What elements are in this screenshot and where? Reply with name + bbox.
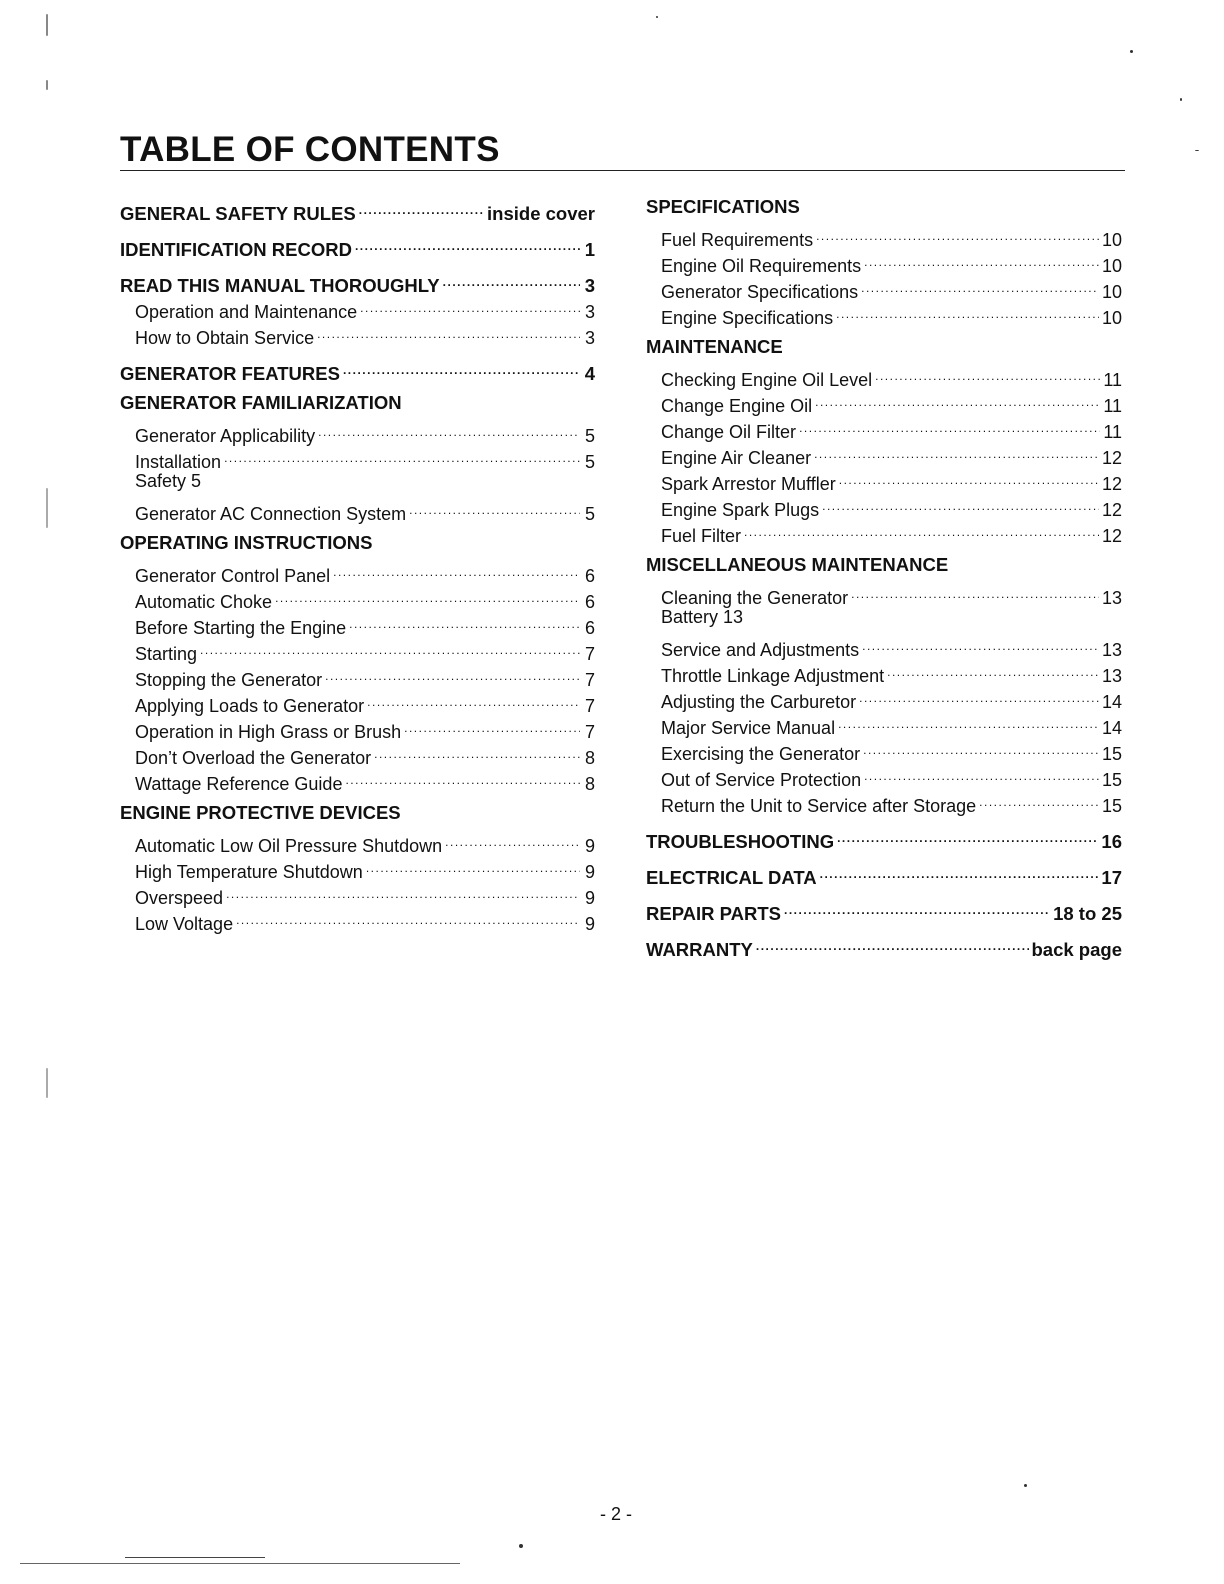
toc-entry-label: Automatic Low Oil Pressure Shutdown xyxy=(135,836,443,856)
toc-section-entry xyxy=(120,800,595,826)
toc-section-entry xyxy=(120,266,595,296)
dot-leader xyxy=(875,360,1100,386)
toc-entry-page: 13 xyxy=(1101,640,1122,660)
toc-entry-page: 3 xyxy=(584,275,595,296)
toc-subentry xyxy=(646,220,1122,250)
toc-entry-label: Return the Unit to Service after Storage xyxy=(661,796,977,816)
toc-entry-label: Change Engine Oil xyxy=(661,396,813,416)
toc-entry-page: 12 xyxy=(1101,448,1122,468)
toc-entry-page: back page xyxy=(1031,939,1122,960)
dot-leader xyxy=(862,630,1099,656)
toc-section-entry xyxy=(646,552,1122,578)
scan-speck xyxy=(656,16,658,18)
toc-section-entry xyxy=(646,858,1122,888)
toc-entry-label: GENERATOR FAMILIARIZATION xyxy=(120,392,402,413)
toc-section-entry xyxy=(646,822,1122,852)
dot-leader xyxy=(374,738,580,764)
toc-entry-label: GENERATOR FEATURES xyxy=(120,363,340,384)
toc-subentry xyxy=(120,468,595,494)
toc-entry-label: OPERATING INSTRUCTIONS xyxy=(120,532,373,553)
toc-entry-label: Engine Oil Requirements xyxy=(661,256,862,276)
toc-entry-label: Starting xyxy=(135,644,198,664)
toc-entry-label: Engine Air Cleaner xyxy=(661,448,812,468)
toc-entry-page: 6 xyxy=(584,618,595,638)
dot-leader xyxy=(345,764,580,790)
toc-entry-label: How to Obtain Service xyxy=(135,328,315,348)
dot-leader xyxy=(360,292,580,318)
dot-leader xyxy=(837,822,1098,848)
toc-entry-page: 10 xyxy=(1101,230,1122,250)
toc-entry-label: TROUBLESHOOTING xyxy=(646,831,835,852)
toc-entry-page: 10 xyxy=(1101,282,1122,302)
toc-entry-label: WARRANTY xyxy=(646,939,753,960)
toc-entry-page: 8 xyxy=(584,748,595,768)
scan-speck xyxy=(46,14,48,36)
dot-leader xyxy=(864,760,1099,786)
toc-subentry xyxy=(120,556,595,586)
toc-entry-page: 11 xyxy=(1103,370,1122,390)
toc-entry-page: 7 xyxy=(584,670,595,690)
page-number: - 2 - xyxy=(600,1504,633,1524)
toc-entry-page: 5 xyxy=(584,452,595,472)
toc-entry-page: 1 xyxy=(584,239,595,260)
toc-entry-label: Fuel Requirements xyxy=(661,230,814,250)
dot-leader xyxy=(367,686,580,712)
toc-entry-page: 11 xyxy=(1103,422,1122,442)
toc-entry-label: MAINTENANCE xyxy=(646,336,783,357)
dot-leader xyxy=(839,464,1099,490)
scan-speck xyxy=(46,80,48,90)
toc-entry-label: ENGINE PROTECTIVE DEVICES xyxy=(120,802,401,823)
toc-entry-label: Stopping the Generator xyxy=(135,670,323,690)
dot-leader xyxy=(979,786,1099,812)
dot-leader xyxy=(799,412,1100,438)
toc-entry-page: inside cover xyxy=(487,203,595,224)
dot-leader xyxy=(744,516,1099,542)
dot-leader xyxy=(200,634,580,660)
dot-leader xyxy=(409,494,580,520)
footer-rule-faint xyxy=(20,1563,460,1564)
toc-entry-label: Generator AC Connection System xyxy=(135,504,407,524)
toc-entry-label: SPECIFICATIONS xyxy=(646,196,800,217)
dot-leader xyxy=(815,386,1100,412)
dot-leader xyxy=(343,354,580,380)
scan-speck xyxy=(1180,98,1182,101)
toc-section-entry xyxy=(120,230,595,260)
toc-entry-page: 8 xyxy=(584,774,595,794)
toc-left-column xyxy=(120,194,595,934)
toc-entry-label: Applying Loads to Generator xyxy=(135,696,365,716)
toc-entry-page: 16 xyxy=(1101,831,1122,852)
toc-entry-label: Safety 5 xyxy=(135,471,202,491)
dot-leader xyxy=(820,858,1099,884)
toc-entry-label: Checking Engine Oil Level xyxy=(661,370,873,390)
toc-entry-page: 17 xyxy=(1101,867,1122,888)
scan-speck xyxy=(46,1068,48,1098)
toc-entry-label: Generator Specifications xyxy=(661,282,859,302)
footer-rule xyxy=(125,1557,265,1558)
toc-entry-page: 12 xyxy=(1101,500,1122,520)
toc-entry-page: 7 xyxy=(584,722,595,742)
dot-leader xyxy=(224,442,580,468)
toc-entry-page: 15 xyxy=(1101,770,1122,790)
dot-leader xyxy=(863,734,1099,760)
dot-leader xyxy=(404,712,580,738)
toc-entry-label: MISCELLANEOUS MAINTENANCE xyxy=(646,554,949,575)
toc-entry-label: Cleaning the Generator xyxy=(661,588,849,608)
toc-entry-label: Automatic Choke xyxy=(135,592,273,612)
dot-leader xyxy=(318,416,580,442)
dot-leader xyxy=(317,318,580,344)
toc-entry-label: Spark Arrestor Muffler xyxy=(661,474,836,494)
toc-subentry xyxy=(646,360,1122,390)
toc-entry-label: REPAIR PARTS xyxy=(646,903,781,924)
dot-leader xyxy=(859,682,1099,708)
toc-subentry xyxy=(120,416,595,446)
toc-entry-page: 11 xyxy=(1103,396,1122,416)
toc-entry-page: 14 xyxy=(1101,692,1122,712)
toc-entry-page: 3 xyxy=(584,328,595,348)
toc-entry-page: 18 to 25 xyxy=(1053,903,1122,924)
dot-leader xyxy=(349,608,580,634)
dot-leader xyxy=(359,194,484,220)
toc-entry-label: Out of Service Protection xyxy=(661,770,862,790)
toc-entry-label: Major Service Manual xyxy=(661,718,836,738)
toc-entry-page: 12 xyxy=(1101,474,1122,494)
toc-subentry xyxy=(120,494,595,524)
toc-entry-label: IDENTIFICATION RECORD xyxy=(120,239,352,260)
toc-entry-label: Throttle Linkage Adjustment xyxy=(661,666,885,686)
toc-entry-label: Exercising the Generator xyxy=(661,744,861,764)
toc-section-entry xyxy=(646,334,1122,360)
dot-leader xyxy=(822,490,1099,516)
toc-entry-label: Operation in High Grass or Brush xyxy=(135,722,402,742)
toc-entry-label: Low Voltage xyxy=(135,914,234,934)
toc-subentry xyxy=(120,826,595,856)
dot-leader xyxy=(814,438,1099,464)
toc-entry-page: 15 xyxy=(1101,744,1122,764)
toc-entry-label: Before Starting the Engine xyxy=(135,618,347,638)
toc-entry-label: Service and Adjustments xyxy=(661,640,860,660)
dot-leader xyxy=(355,230,580,256)
toc-entry-label: READ THIS MANUAL THOROUGHLY xyxy=(120,275,440,296)
toc-entry-label: GENERAL SAFETY RULES xyxy=(120,203,356,224)
dot-leader xyxy=(861,272,1099,298)
toc-entry-page: 9 xyxy=(584,862,595,882)
scan-speck xyxy=(46,488,48,528)
toc-entry-label: Operation and Maintenance xyxy=(135,302,358,322)
dot-leader xyxy=(325,660,580,686)
toc-entry-label: Fuel Filter xyxy=(661,526,742,546)
toc-entry-page: 3 xyxy=(584,302,595,322)
toc-entry-label: Battery 13 xyxy=(661,607,744,627)
toc-right-column xyxy=(646,194,1122,960)
scan-speck xyxy=(1195,150,1199,151)
dot-leader xyxy=(864,246,1099,272)
dot-leader xyxy=(851,578,1099,604)
toc-entry-label: ELECTRICAL DATA xyxy=(646,867,817,888)
toc-section-entry xyxy=(120,390,595,416)
toc-section-entry xyxy=(646,194,1122,220)
toc-entry-page: 9 xyxy=(584,888,595,908)
toc-subentry xyxy=(646,578,1122,608)
toc-section-entry xyxy=(120,530,595,556)
dot-leader xyxy=(816,220,1099,246)
dot-leader xyxy=(226,878,580,904)
toc-entry-page: 5 xyxy=(584,426,595,446)
toc-entry-label: Generator Control Panel xyxy=(135,566,331,586)
page-title: TABLE OF CONTENTS xyxy=(120,130,500,169)
toc-entry-label: Change Oil Filter xyxy=(661,422,797,442)
toc-entry-page: 7 xyxy=(584,644,595,664)
toc-entry-page: 6 xyxy=(584,592,595,612)
toc-section-entry xyxy=(646,930,1122,960)
toc-entry-page: 10 xyxy=(1101,308,1122,328)
dot-leader xyxy=(784,894,1050,920)
toc-entry-page: 13 xyxy=(1101,666,1122,686)
toc-entry-page: 12 xyxy=(1101,526,1122,546)
toc-entry-label: Engine Spark Plugs xyxy=(661,500,820,520)
toc-entry-label: Engine Specifications xyxy=(661,308,834,328)
toc-entry-page: 6 xyxy=(584,566,595,586)
scan-speck xyxy=(1130,50,1133,53)
toc-section-entry xyxy=(120,354,595,384)
toc-entry-label: Wattage Reference Guide xyxy=(135,774,343,794)
dot-leader xyxy=(236,904,580,930)
dot-leader xyxy=(887,656,1099,682)
toc-entry-page: 9 xyxy=(584,914,595,934)
toc-entry-page: 9 xyxy=(584,836,595,856)
toc-entry-page: 5 xyxy=(584,504,595,524)
dot-leader xyxy=(838,708,1099,734)
toc-entry-page: 7 xyxy=(584,696,595,716)
toc-section-entry xyxy=(120,194,595,224)
toc-entry-page: 14 xyxy=(1101,718,1122,738)
toc-entry-label: Installation xyxy=(135,452,222,472)
toc-entry-label: Overspeed xyxy=(135,888,224,908)
dot-leader xyxy=(445,826,580,852)
toc-entry-page: 13 xyxy=(1101,588,1122,608)
title-divider xyxy=(120,170,1125,171)
toc-entry-page: 4 xyxy=(584,363,595,384)
toc-entry-label: High Temperature Shutdown xyxy=(135,862,363,882)
dot-leader xyxy=(275,582,580,608)
dot-leader xyxy=(443,266,580,292)
toc-entry-page: 10 xyxy=(1101,256,1122,276)
toc-entry-label: Don’t Overload the Generator xyxy=(135,748,372,768)
toc-section-entry xyxy=(646,894,1122,924)
dot-leader xyxy=(756,930,1029,956)
toc-subentry xyxy=(646,630,1122,660)
dot-leader xyxy=(366,852,580,878)
toc-subentry xyxy=(646,604,1122,630)
toc-entry-label: Generator Applicability xyxy=(135,426,316,446)
toc-entry-label: Adjusting the Carburetor xyxy=(661,692,857,712)
scan-speck xyxy=(1024,1484,1027,1487)
scan-speck xyxy=(519,1544,523,1548)
dot-leader xyxy=(836,298,1099,324)
toc-entry-page: 15 xyxy=(1101,796,1122,816)
dot-leader xyxy=(333,556,580,582)
